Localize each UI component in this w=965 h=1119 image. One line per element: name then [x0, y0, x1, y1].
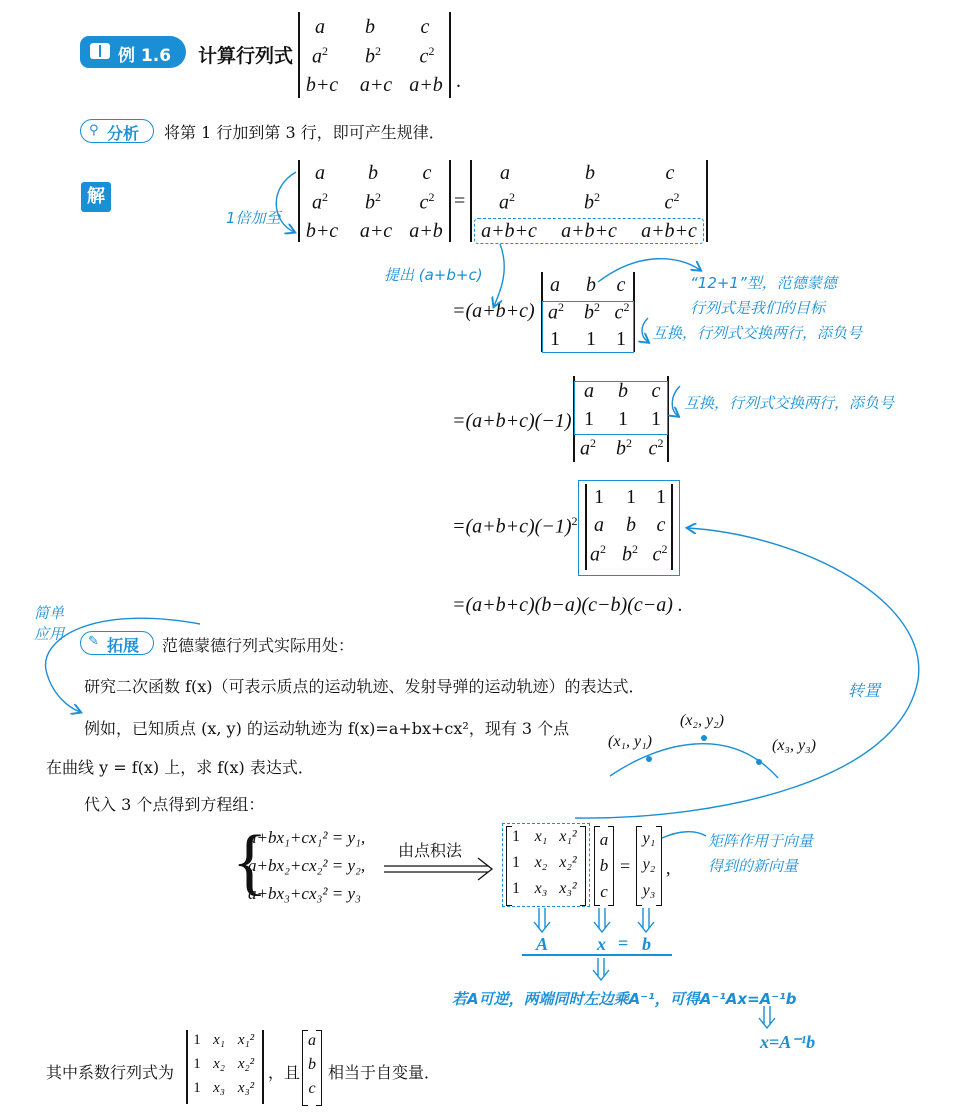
matrix-note-line1: 矩阵作用于向量 — [708, 832, 814, 850]
rhs-cell: y₂ — [642, 856, 656, 873]
det3-cell: $b^2$ — [584, 190, 600, 214]
det3-cell: c — [665, 162, 675, 184]
brace: { — [232, 821, 268, 903]
det2-cell: a+b — [409, 220, 443, 242]
note-swap-2: 互换，行列式交换两行，添负号 — [684, 394, 895, 412]
det4-cell: b — [586, 274, 596, 296]
rhs-cell: y₃ — [642, 882, 656, 899]
det-bar-right — [262, 1030, 264, 1104]
down-arrow — [593, 958, 609, 980]
equation-3: a+bx₃+cx₃² = y₃ — [248, 884, 361, 903]
coef-cell: x₃ — [534, 880, 548, 897]
det4-cell: 1 — [550, 328, 560, 350]
final-det-cell: 1 — [193, 1056, 201, 1072]
swap-arrow-2 — [672, 386, 680, 416]
final-det-cell: x₂² — [237, 1056, 255, 1072]
step4-power: 2 — [571, 514, 578, 528]
symbol-A: A — [536, 934, 549, 954]
point-dot — [701, 735, 707, 741]
final-det-cell: x₁² — [237, 1032, 255, 1048]
final-det-cell: x₃² — [237, 1080, 255, 1096]
det1-cell: c — [420, 16, 430, 38]
final-vec-cell: a — [308, 1032, 316, 1049]
comma: , — [666, 858, 671, 878]
det1-cell: $c^2$ — [419, 44, 435, 68]
analysis-text: 将第 1 行加到第 3 行，即可产生规律． — [164, 123, 445, 142]
example-badge — [80, 36, 186, 68]
point-dot — [756, 759, 762, 765]
det2-cell: a — [315, 162, 325, 184]
final-result: =(a+b+c)(b−a)(c−b)(c−a) . — [452, 594, 683, 616]
det5-cell: 1 — [584, 408, 594, 430]
matrix-note-arrow — [662, 832, 706, 838]
underline — [522, 954, 672, 956]
det1-cell: $a^2$ — [312, 44, 328, 68]
var-cell: c — [600, 882, 608, 901]
search-icon: ⚲ — [89, 123, 99, 138]
note-vandermonde — [690, 272, 837, 318]
det2-cell: a+c — [359, 220, 393, 242]
point-dot — [646, 756, 652, 762]
spark-icon: ✎ — [88, 634, 99, 649]
var-cell: b — [599, 856, 609, 875]
swap-arrow-1 — [642, 318, 648, 342]
down-arrow — [534, 908, 550, 932]
det1-cell: b+c — [305, 74, 339, 96]
det5-cell: 1 — [618, 408, 628, 430]
det4-cell: 1 — [616, 328, 626, 350]
extension-para4: 代入 3 个点得到方程组： — [84, 795, 265, 814]
det5-cell: b — [618, 380, 628, 402]
extension-para2: 例如，已知质点 (x, y) 的运动轨迹为 f(x)=a+bx+cx²，现有 3 个点 — [84, 719, 570, 738]
symbol-b: b — [642, 934, 651, 954]
det-bar-right — [706, 160, 708, 242]
det3-cell: $a^2$ — [499, 190, 515, 214]
analysis-label: 分析 — [107, 124, 140, 143]
coef-cell: x₁ — [534, 828, 548, 845]
step4-prefix-text: =(a+b+c)(−1) — [452, 515, 572, 538]
point-1: (x₁, y₁) — [608, 733, 652, 750]
step2-prefix: =(a+b+c) — [452, 300, 535, 322]
det5-cell: c — [651, 380, 661, 402]
final-det-cell: x₃ — [213, 1080, 225, 1096]
det3-cell: b — [585, 162, 595, 184]
note-vandermonde-line1: “12+1”型，范德蒙德 — [690, 274, 837, 292]
rhs-cell: y₁ — [642, 830, 656, 847]
det3-cell: a+b+c — [561, 220, 617, 242]
det5-cell: $c^2$ — [648, 436, 664, 460]
analysis-tag — [80, 119, 154, 143]
det1-cell: b — [365, 16, 375, 38]
arrow-label: 由点积法 — [398, 841, 463, 860]
det4-cell: $a^2$ — [548, 300, 564, 324]
matrix-note — [708, 830, 813, 876]
example-label: 例 1.6 — [118, 46, 172, 66]
note-swap-1: 互换，行列式交换两行，添负号 — [652, 324, 863, 342]
det1-cell: a+b — [409, 74, 443, 96]
coef-cell: 1 — [512, 854, 520, 871]
step4-prefix — [452, 514, 578, 539]
factor-arrow — [494, 244, 504, 306]
symbol-eq: = — [618, 933, 629, 953]
det1-cell: a — [315, 16, 325, 38]
extension-label: 拓展 — [107, 636, 140, 655]
transpose-box — [578, 480, 680, 576]
det2-cell: b+c — [305, 220, 339, 242]
final-mid: ，且 — [268, 1063, 301, 1082]
book-icon — [90, 43, 110, 59]
solution-note: x=A⁻¹b — [760, 1032, 816, 1052]
equals-sign: = — [620, 856, 631, 876]
swap-box — [542, 301, 634, 353]
down-arrow — [759, 1006, 775, 1028]
det2-cell: $a^2$ — [312, 190, 328, 214]
det4-cell: c — [616, 274, 626, 296]
det6-cell: 1 — [656, 486, 666, 508]
det6-cell: $a^2$ — [590, 542, 606, 566]
final-det-cell: 1 — [193, 1032, 201, 1048]
note-row-add: 1倍加至 — [226, 209, 281, 227]
det5-cell: 1 — [651, 408, 661, 430]
det1-cell: $b^2$ — [365, 44, 381, 68]
final-prefix: 其中系数行列式为 — [46, 1063, 175, 1082]
det6-cell: $b^2$ — [622, 542, 638, 566]
det2-cell: $b^2$ — [365, 190, 381, 214]
final-vec-cell: b — [308, 1056, 316, 1073]
note-vandermonde-line2: 行列式是我们的目标 — [690, 299, 826, 317]
coef-cell: x₁² — [559, 828, 577, 845]
det4-cell: a — [550, 274, 560, 296]
det4-cell: $b^2$ — [584, 300, 600, 324]
det5-cell: $b^2$ — [616, 436, 632, 460]
matrix-note-line2: 得到的新向量 — [708, 857, 799, 875]
final-det-cell: 1 — [193, 1080, 201, 1096]
step3-prefix: =(a+b+c)(−1) — [452, 410, 572, 432]
down-arrow — [638, 908, 654, 932]
final-suffix: 相当于自变量． — [328, 1063, 441, 1082]
det6-cell: c — [656, 514, 666, 536]
extension-para1: 研究二次函数 f(x)（可表示质点的运动轨迹、发射导弹的运动轨迹）的表达式． — [84, 677, 645, 696]
det6-cell: a — [594, 514, 604, 536]
example-prompt: 计算行列式 — [198, 45, 294, 67]
equation-2: a+bx₂+cx₂² = y₂, — [248, 856, 366, 875]
det3-cell: $c^2$ — [664, 190, 680, 214]
det2-cell: $c^2$ — [419, 190, 435, 214]
period: . — [456, 70, 461, 92]
det5-cell: $a^2$ — [580, 436, 596, 460]
det-bar-left — [186, 1030, 188, 1104]
implies-arrow — [384, 858, 492, 880]
coef-cell: x₂ — [534, 854, 548, 871]
equals-sign: = — [454, 190, 466, 212]
det6-cell: b — [626, 514, 636, 536]
solution-label: 解 — [81, 182, 111, 212]
var-cell: a — [599, 830, 609, 849]
final-det-cell: x₂ — [213, 1056, 225, 1072]
det-bar-left — [470, 160, 472, 242]
inverse-note: 若A可逆，两端同时左边乘A⁻¹，可得A⁻¹Ax=A⁻¹b — [452, 990, 797, 1008]
det6-cell: 1 — [626, 486, 636, 508]
det2-cell: c — [422, 162, 432, 184]
transpose-note: 转置 — [848, 681, 881, 700]
det6-cell: $c^2$ — [652, 542, 668, 566]
point-3: (x₃, y₃) — [772, 737, 816, 754]
det5-cell: a — [584, 380, 594, 402]
side-note-line2: 应用 — [34, 625, 65, 643]
final-det-cell: x₁ — [213, 1032, 225, 1048]
equation-1: a+bx₁+cx₁² = y₁, — [248, 828, 366, 847]
det-bar-right — [449, 12, 451, 98]
extension-para3: 在曲线 y = f(x) 上，求 f(x) 表达式． — [46, 758, 314, 777]
det3-cell: a+b+c — [641, 220, 697, 242]
side-note — [34, 602, 64, 644]
coef-dashed-box — [502, 823, 590, 907]
det4-cell: $c^2$ — [614, 300, 630, 324]
point-2: (x₂, y₂) — [680, 712, 724, 729]
symbol-x: x — [597, 934, 606, 954]
coef-cell: 1 — [512, 828, 520, 845]
down-arrow — [594, 908, 610, 932]
coef-cell: 1 — [512, 880, 520, 897]
note-factor: 提出 (a+b+c) — [384, 266, 483, 284]
swap-box — [574, 381, 668, 435]
final-vec-cell: c — [308, 1080, 316, 1097]
side-note-line1: 简单 — [34, 604, 65, 622]
coef-cell: x₂² — [559, 854, 577, 871]
coef-cell: x₃² — [559, 880, 577, 897]
det3-cell: a — [500, 162, 510, 184]
row3-highlight — [474, 218, 704, 244]
det1-cell: a+c — [359, 74, 393, 96]
det3-cell: a+b+c — [481, 220, 537, 242]
extension-tag — [80, 631, 154, 655]
det6-cell: 1 — [594, 486, 604, 508]
det2-cell: b — [368, 162, 378, 184]
det-bar-right — [449, 160, 451, 242]
det4-cell: 1 — [586, 328, 596, 350]
extension-heading: 范德蒙德行列式实际用处： — [162, 636, 355, 655]
